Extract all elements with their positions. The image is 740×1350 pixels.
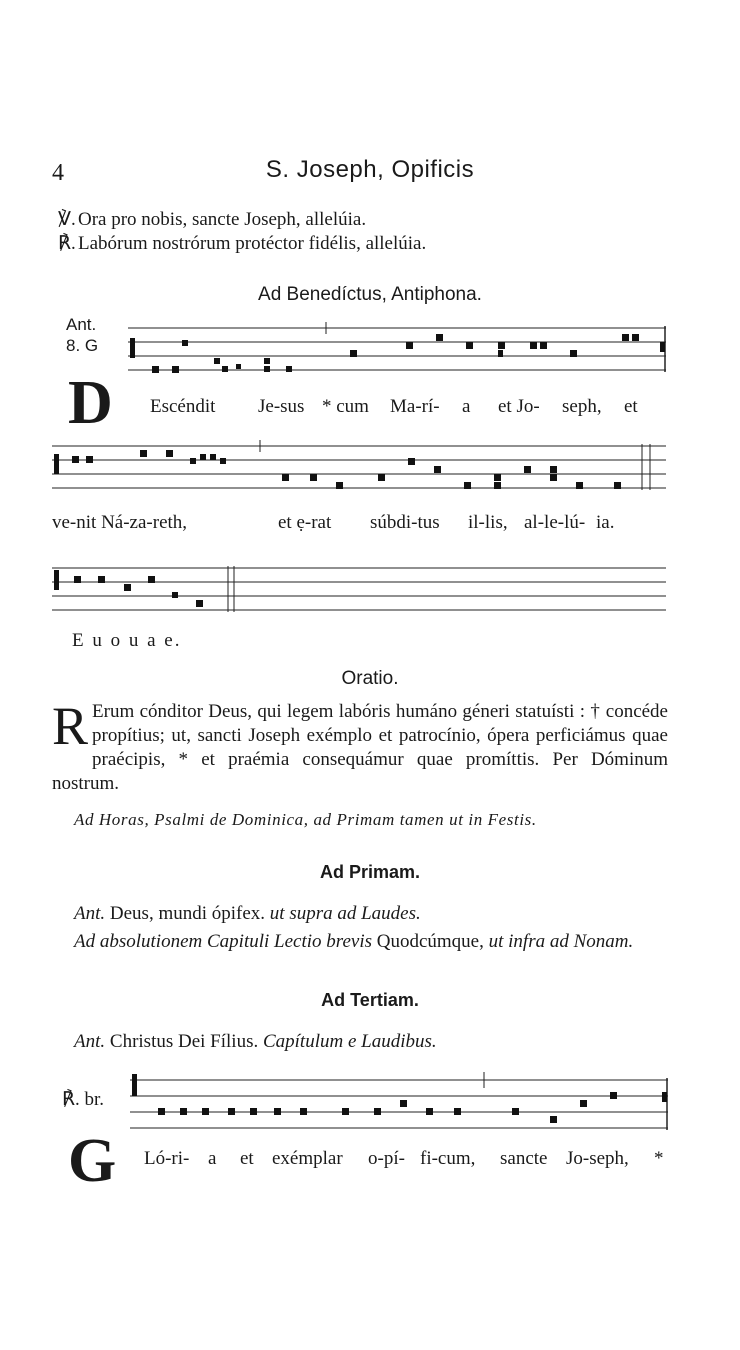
- versicle-symbol: ℣.: [58, 209, 76, 230]
- primam-antiphon: [52, 902, 668, 926]
- tertiam-ant-text: Christus Dei Fílius.: [109, 1031, 259, 1052]
- primam-lectio-incipit: Quodcúmque,: [376, 931, 484, 952]
- oratio-heading: Oratio.: [341, 668, 399, 689]
- resp-lyric-9: *: [654, 1148, 664, 1169]
- lyric-9: ve-nit Ná-za-reth,: [52, 512, 188, 533]
- chant-staff-1: [128, 320, 668, 380]
- tertiam-ant-label: Ant.: [74, 1031, 106, 1052]
- tertiam-ant-ref: Capítulum e Laudibus.: [262, 1031, 437, 1052]
- lyric-10: et ẹ-rat: [278, 512, 332, 533]
- versicle-text: Ora pro nobis, sancte Joseph, allelúia.: [78, 209, 367, 230]
- chant-staff-euouae: [52, 560, 668, 620]
- versicle-line: [58, 208, 366, 232]
- resp-lyric-1: Ló-ri-: [144, 1148, 190, 1169]
- primam-ant-ref: ut supra ad Laudes.: [269, 903, 421, 924]
- lyric-1: Escéndit: [150, 396, 216, 417]
- resp-lyric-2: a: [208, 1148, 217, 1169]
- chant-staff-2: [52, 438, 668, 498]
- lyric-12: il-lis,: [468, 512, 508, 533]
- horas-note: Ad Horas, Psalmi de Dominica, ad Primam tamen ut in Festis.: [74, 810, 537, 829]
- resp-lyric-7: sancte: [500, 1148, 548, 1169]
- response-text: Labórum nostrórum protéctor fidélis, allelúia.: [78, 233, 427, 254]
- euouae: E u o u a e.: [72, 630, 182, 651]
- responsory-initial: G: [68, 1127, 117, 1195]
- lyric-4: Ma-rí-: [390, 396, 440, 417]
- lyric-2: Je-sus: [258, 396, 305, 417]
- responsory-label: ℟. br.: [62, 1089, 105, 1110]
- resp-lyric-5: o-pí-: [368, 1148, 405, 1169]
- resp-lyric-4: exémplar: [272, 1148, 343, 1169]
- lyric-13: al-le-lú-: [524, 512, 586, 533]
- antiphon-mode-label: [66, 314, 98, 356]
- response-symbol: ℟.: [58, 233, 76, 254]
- resp-lyric-6: fi-cum,: [420, 1148, 476, 1169]
- running-head: S. Joseph, Opificis: [265, 156, 475, 183]
- lyric-7: seph,: [562, 396, 602, 417]
- tertiam-antiphon: [52, 1030, 668, 1054]
- lyric-8: et: [624, 396, 638, 417]
- chant-staff-responsory: [130, 1070, 670, 1138]
- primam-heading: Ad Primam.: [319, 862, 421, 882]
- resp-lyric-3: et: [240, 1148, 254, 1169]
- lyric-5: a: [462, 396, 471, 417]
- antiphon-mode: 8. G: [66, 336, 99, 355]
- antiphon-initial: D: [68, 369, 113, 437]
- primam-ant-label: Ant.: [74, 903, 106, 924]
- response-line: [58, 232, 426, 256]
- oratio-text: [52, 696, 668, 796]
- primam-ant-text: Deus, mundi ópifex.: [109, 903, 266, 924]
- tertiam-heading: Ad Tertiam.: [321, 990, 419, 1010]
- lyric-14: ia.: [596, 512, 615, 533]
- benedictus-heading: Ad Benedíctus, Antiphona.: [258, 284, 482, 305]
- oratio-initial: R: [52, 696, 89, 756]
- primam-lectio-label: Ad absolutionem Capituli Lectio brevis: [74, 931, 372, 952]
- lyric-3: * cum: [322, 396, 369, 417]
- resp-lyric-8: Jo-seph,: [566, 1148, 629, 1169]
- oratio-body: Erum cónditor Deus, qui legem labóris humáno géneri statuísti : † concéde propítius; ut, sancti Joseph exémplo et patrocínio, ópera perficiámus quae praécipis, * et praémia consequámur quae promíttis. Per Dóminum nostrum.: [52, 701, 668, 794]
- lyric-11: súbdi-tus: [370, 512, 440, 533]
- antiphon-label: Ant.: [66, 315, 97, 334]
- primam-lectio-ref: ut infra ad Nonam.: [488, 931, 634, 952]
- primam-lectio: [52, 930, 668, 954]
- page-number: 4: [52, 160, 64, 186]
- lyric-6: et Jo-: [498, 396, 540, 417]
